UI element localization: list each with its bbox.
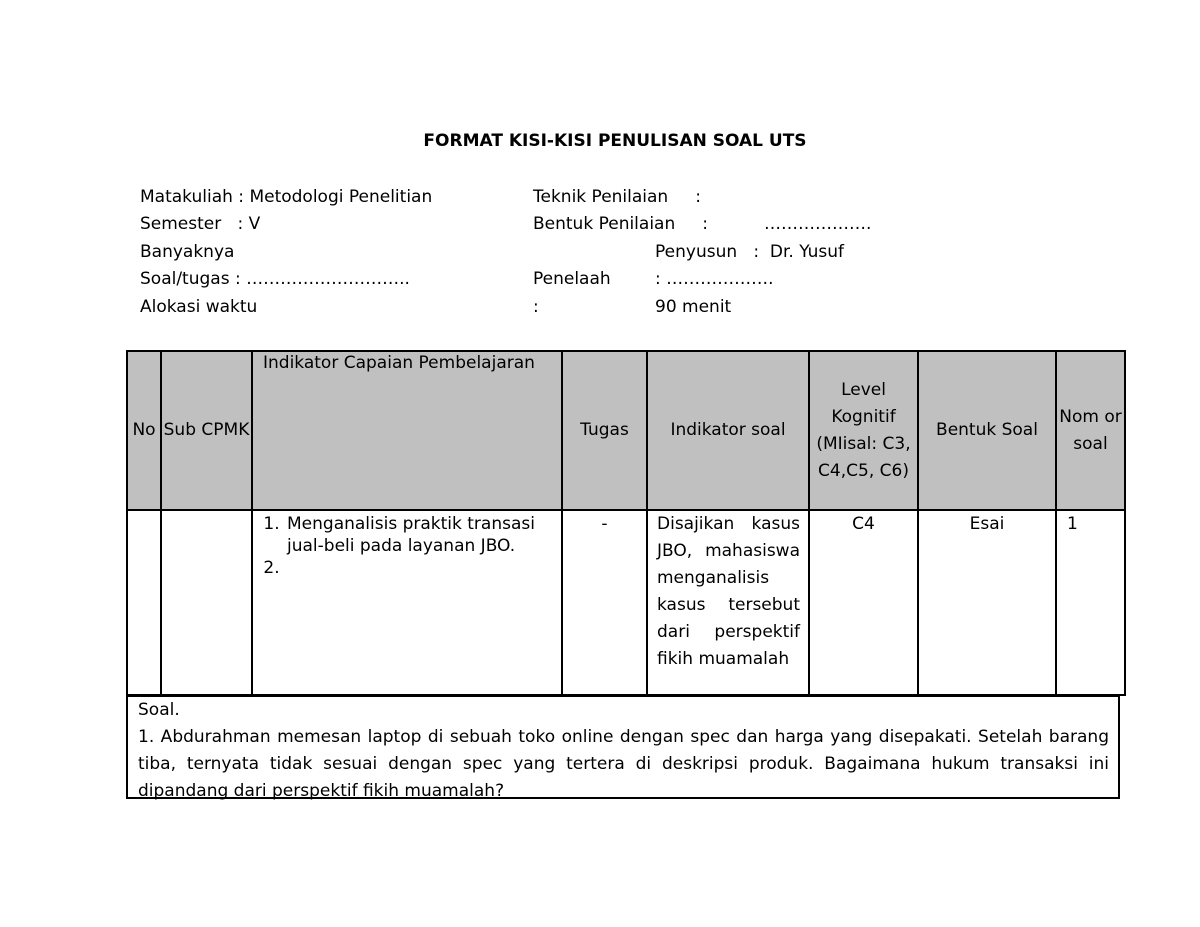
cell-sub-cpmk bbox=[161, 510, 252, 695]
bentuk-penilaian-line: Bentuk Penilaian : bbox=[533, 214, 708, 234]
soal-tugas-line: Soal/tugas : ……………………….. bbox=[140, 269, 410, 289]
soal-text: 1. Abdurahman memesan laptop di sebuah toko online dengan spec dan harga yang disepakati. Setelah barang tiba, ternyata tidak sesuai dengan spec yang tertera di deskripsi produk. Bagaimana hukum transaksi ini dipandang dari perspektif fikih muamalah? bbox=[138, 727, 1109, 801]
soal-label: Soal. bbox=[138, 700, 180, 720]
header-tugas: Tugas bbox=[562, 351, 647, 510]
penelaah-value: : ………………. bbox=[655, 269, 774, 289]
indikator-list bbox=[253, 513, 561, 579]
header-no: No bbox=[127, 351, 161, 510]
alokasi-value: 90 menit bbox=[655, 297, 732, 317]
penyusun-line: Penyusun : Dr. Yusuf bbox=[655, 242, 845, 262]
kisi-kisi-table bbox=[126, 350, 1126, 696]
header-nomor-soal: Nom or soal bbox=[1056, 351, 1125, 510]
cell-indikator-capaian bbox=[252, 510, 562, 695]
bentuk-penilaian-value: ………………. bbox=[764, 214, 872, 234]
matakuliah-line: Matakuliah : Metodologi Penelitian bbox=[140, 187, 433, 207]
header-level-kognitif: Level Kognitif (MIisal: C3, C4,C5, C6) bbox=[809, 351, 918, 510]
alokasi-waktu-label: Alokasi waktu bbox=[140, 297, 258, 317]
banyaknya-label: Banyaknya bbox=[140, 242, 235, 262]
header-sub-cpmk: Sub CPMK bbox=[161, 351, 252, 510]
indikator-item-2 bbox=[285, 557, 561, 579]
table-header-row bbox=[127, 351, 1125, 510]
cell-indikator-soal: Disajikan kasus JBO, mahasiswa menganalisis kasus tersebut dari perspektif fikih muamalah bbox=[647, 510, 809, 695]
penelaah-label: Penelaah bbox=[533, 269, 611, 289]
cell-level-kognitif: C4 bbox=[809, 510, 918, 695]
indikator-item-1: 1. Menganalisis praktik transasi jual-beli pada layanan JBO. bbox=[285, 513, 561, 557]
document-title: FORMAT KISI-KISI PENULISAN SOAL UTS bbox=[423, 131, 807, 151]
cell-nomor-soal: 1 bbox=[1056, 510, 1125, 695]
header-indikator-soal: Indikator soal bbox=[647, 351, 809, 510]
header-indikator-capaian: Indikator Capaian Pembelajaran bbox=[252, 351, 562, 510]
semester-line: Semester : V bbox=[140, 214, 261, 234]
cell-no bbox=[127, 510, 161, 695]
header-bentuk-soal: Bentuk Soal bbox=[918, 351, 1056, 510]
soal-box bbox=[126, 695, 1120, 799]
cell-tugas: - bbox=[562, 510, 647, 695]
table-row bbox=[127, 510, 1125, 695]
teknik-penilaian-line: Teknik Penilaian : bbox=[533, 187, 701, 207]
cell-bentuk-soal: Esai bbox=[918, 510, 1056, 695]
alokasi-colon: : bbox=[533, 297, 539, 317]
